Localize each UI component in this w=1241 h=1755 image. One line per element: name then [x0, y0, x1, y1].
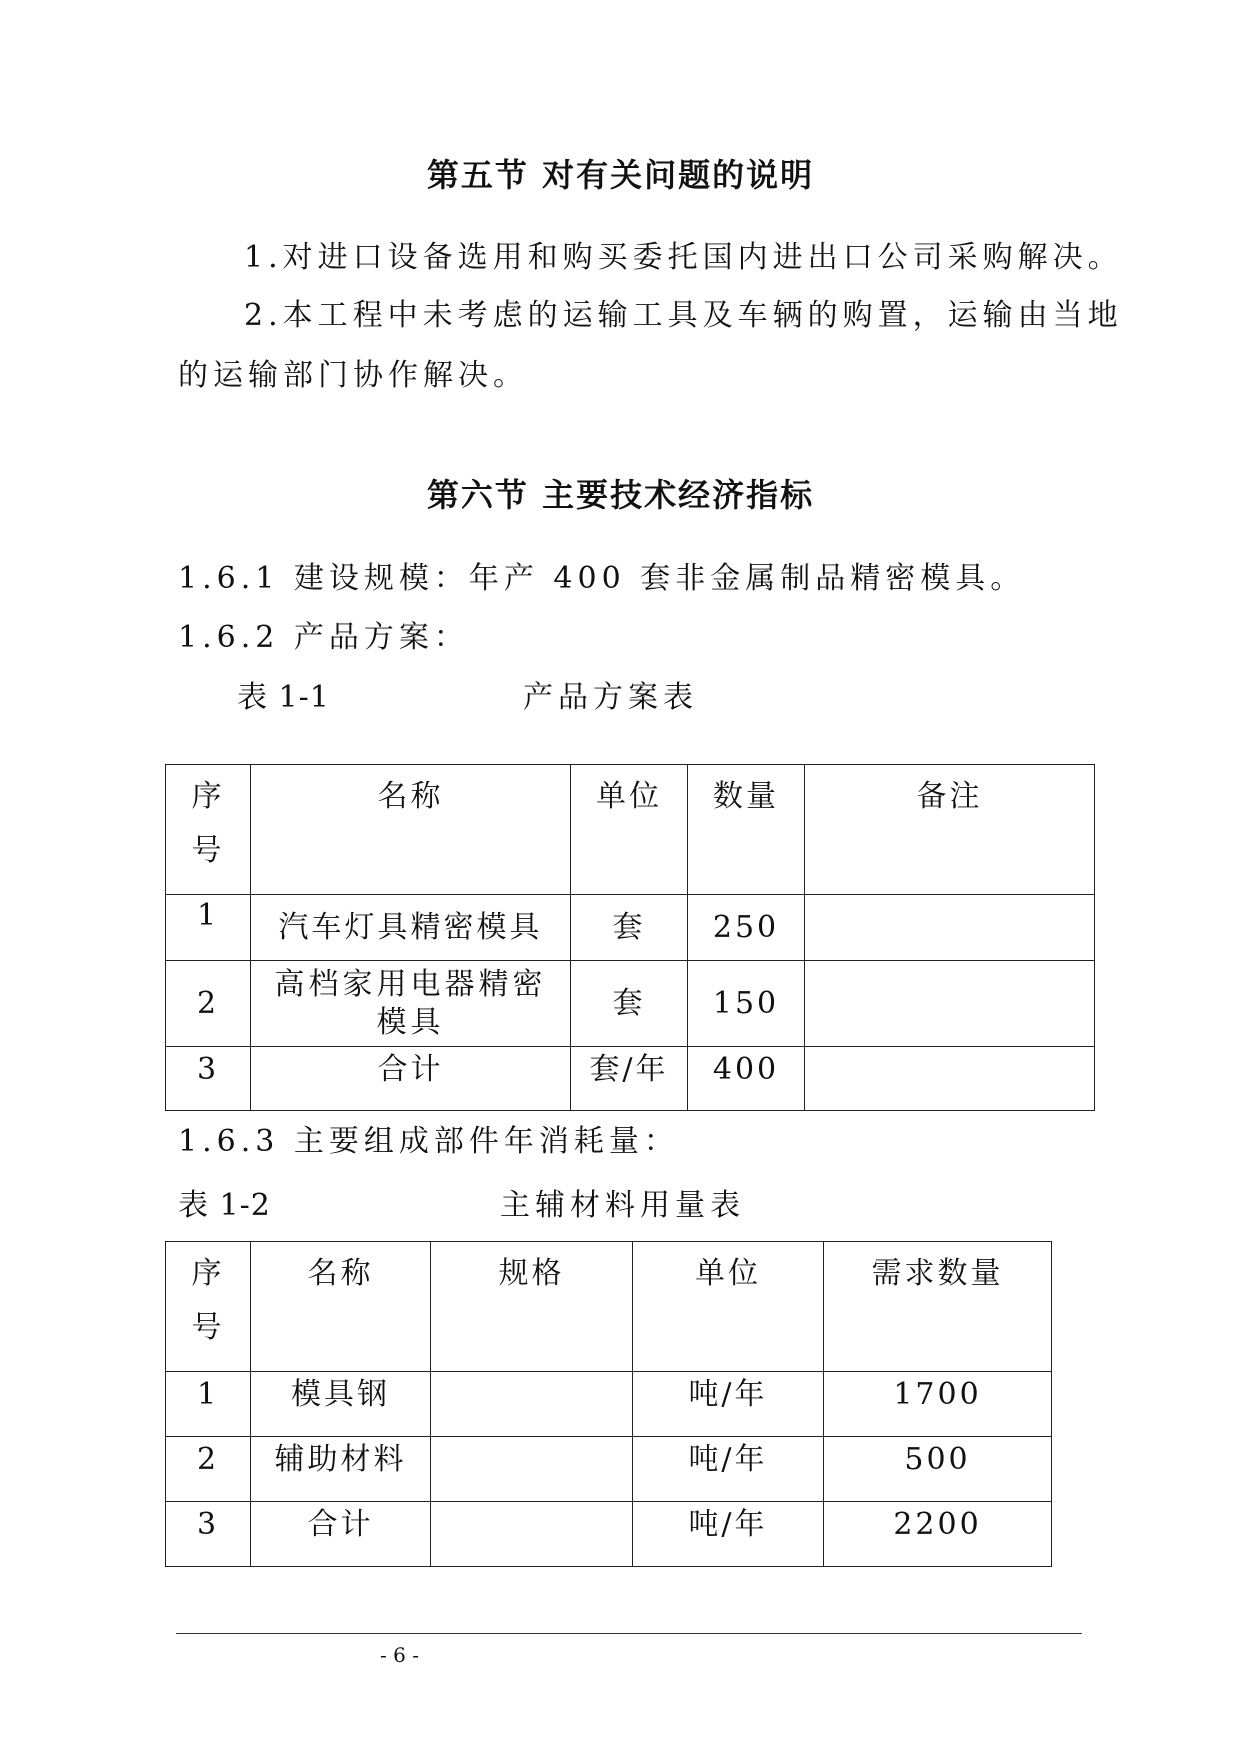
cell-qty: 2200: [824, 1502, 1052, 1567]
cell-name: 高档家用电器精密模具: [251, 961, 571, 1047]
header-unit: 单位: [571, 765, 688, 895]
header-name: 名称: [251, 765, 571, 895]
cell-qty: 1700: [824, 1372, 1052, 1437]
table-header-row: [166, 765, 1095, 895]
material-usage-table: [165, 1241, 1052, 1567]
table2-caption-title: 主辅材料用量表: [500, 1188, 745, 1223]
cell-spec: [431, 1502, 633, 1567]
table-row: [166, 1437, 1052, 1502]
cell-name: 合计: [251, 1047, 571, 1111]
table-row: [166, 1502, 1052, 1567]
cell-no: 2: [166, 1437, 251, 1502]
cell-no: 3: [166, 1047, 251, 1111]
cell-qty: 250: [688, 895, 805, 961]
cell-name: 汽车灯具精密模具: [251, 895, 571, 961]
cell-unit: 套: [571, 895, 688, 961]
table2-caption-number: 表 1-2: [178, 1188, 271, 1223]
cell-qty: 150: [688, 961, 805, 1047]
cell-remark: [805, 1047, 1095, 1111]
cell-unit: 吨/年: [633, 1502, 824, 1567]
cell-no: 1: [166, 1372, 251, 1437]
cell-name: 合计: [251, 1502, 431, 1567]
header-no: 序 号: [166, 765, 251, 895]
section6-title: 第六节 主要技术经济指标: [426, 476, 815, 514]
header-remark: 备注: [805, 765, 1095, 895]
cell-spec: [431, 1437, 633, 1502]
header-no: 序 号: [166, 1242, 251, 1372]
cell-no: 2: [166, 961, 251, 1047]
cell-unit: 套: [571, 961, 688, 1047]
cell-name: 模具钢: [251, 1372, 431, 1437]
cell-qty: 400: [688, 1047, 805, 1111]
section5-paragraph-1: 1.对进口设备选用和购买委托国内进出口公司采购解决。: [244, 240, 1123, 275]
table-row: [166, 1047, 1095, 1111]
cell-remark: [805, 895, 1095, 961]
cell-no: 1: [166, 895, 251, 961]
table-header-row: [166, 1242, 1052, 1372]
cell-name: 辅助材料: [251, 1437, 431, 1502]
header-spec: 规格: [431, 1242, 633, 1372]
table-row: [166, 895, 1095, 961]
header-name: 名称: [251, 1242, 431, 1372]
cell-unit: 套/年: [571, 1047, 688, 1111]
cell-unit: 吨/年: [633, 1437, 824, 1502]
cell-remark: [805, 961, 1095, 1047]
table-row: [166, 1372, 1052, 1437]
section5-paragraph-2-line-2: 的运输部门协作解决。: [178, 358, 528, 393]
section5-title: 第五节 对有关问题的说明: [426, 156, 815, 194]
cell-unit: 吨/年: [633, 1372, 824, 1437]
item-1-6-3: 1.6.3 主要组成部件年消耗量：: [178, 1124, 679, 1159]
table1-caption-number: 表 1-1: [237, 680, 330, 715]
section5-paragraph-2-line-1: 2.本工程中未考虑的运输工具及车辆的购置，运输由当地: [244, 298, 1123, 333]
page-number: - 6 -: [380, 1643, 419, 1667]
product-plan-table: [165, 764, 1095, 1111]
cell-qty: 500: [824, 1437, 1052, 1502]
item-1-6-1: 1.6.1 建设规模：年产 400 套非金属制品精密模具。: [178, 561, 1026, 596]
header-unit: 单位: [633, 1242, 824, 1372]
item-1-6-2: 1.6.2 产品方案：: [178, 620, 469, 655]
cell-spec: [431, 1372, 633, 1437]
footer-divider: [176, 1633, 1082, 1634]
header-qty: 需求数量: [824, 1242, 1052, 1372]
table1-caption-title: 产品方案表: [523, 680, 698, 715]
header-qty: 数量: [688, 765, 805, 895]
table-row: [166, 961, 1095, 1047]
cell-no: 3: [166, 1502, 251, 1567]
